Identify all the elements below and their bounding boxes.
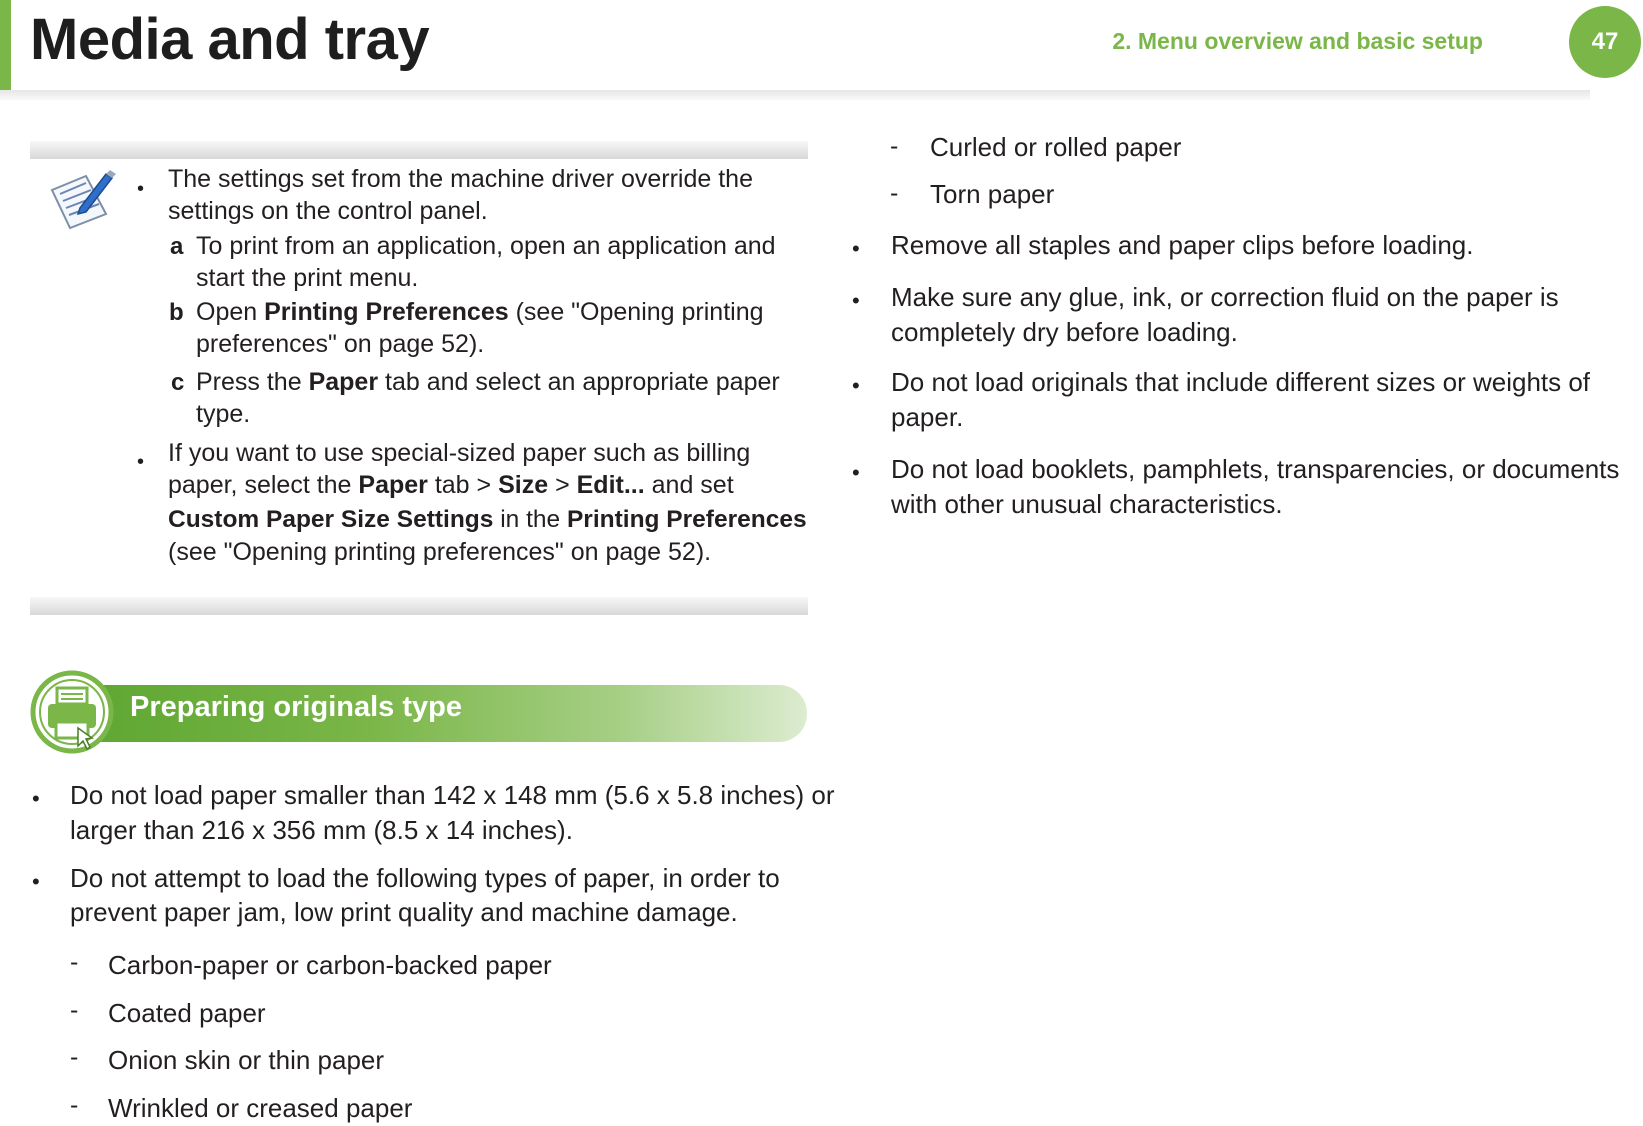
- list-dash: -: [70, 996, 79, 1024]
- note-bullet-2-text-cont2: Custom Paper Size Settings in the Printing Preferences: [168, 506, 807, 533]
- note-top-border: [30, 141, 808, 159]
- note-bullet-2-text-cont3: (see "Opening printing preferences" on page 52).: [168, 538, 712, 566]
- step-c-text: Press the Paper tab and select an appropriate paper: [196, 368, 780, 396]
- page-number-badge: [1569, 6, 1641, 78]
- step-b-letter: b: [169, 299, 184, 326]
- header-accent-bar: [0, 0, 11, 90]
- list-item-dry: Make sure any glue, ink, or correction fluid on the paper is: [891, 282, 1559, 312]
- list-bullet: •: [852, 373, 860, 398]
- list-dash: -: [890, 132, 899, 160]
- step-c-letter: c: [171, 369, 185, 396]
- list-item-staples: Remove all staples and paper clips before loading.: [891, 230, 1474, 260]
- note-bullet-2-text-cont: paper, select the Paper tab > Size > Edit... and set: [168, 471, 734, 499]
- list-item-min-size-cont: larger than 216 x 356 mm (8.5 x 14 inches).: [70, 815, 573, 845]
- note-bottom-border: [30, 597, 808, 615]
- note-bullet-1-text: The settings set from the machine driver override the: [168, 165, 753, 193]
- list-dash: -: [70, 948, 79, 976]
- sub-item-coated: Coated paper: [108, 998, 266, 1028]
- header-divider: [0, 90, 1590, 100]
- list-dash: -: [890, 179, 899, 207]
- step-b-text-cont: preferences" on page 52).: [196, 330, 485, 358]
- note-bullet-2: •: [137, 451, 145, 473]
- sub-item-torn: Torn paper: [930, 179, 1055, 209]
- printer-icon: [30, 670, 114, 754]
- step-a-text: To print from an application, open an application and: [196, 232, 776, 260]
- printing-preferences-term: Printing Preferences: [264, 298, 509, 326]
- note-pencil-icon: [46, 168, 118, 234]
- list-dash: -: [70, 1043, 79, 1071]
- paper-tab-term: Paper: [308, 368, 379, 396]
- list-bullet: •: [32, 786, 40, 811]
- sub-item-onion: Onion skin or thin paper: [108, 1045, 385, 1075]
- chapter-link[interactable]: 2. Menu overview and basic setup: [1112, 28, 1483, 54]
- list-bullet: •: [32, 869, 40, 894]
- list-item-avoid-types: Do not attempt to load the following types of paper, in order to: [70, 863, 780, 893]
- list-bullet: •: [852, 460, 860, 485]
- list-item-dry-cont: completely dry before loading.: [891, 317, 1238, 347]
- list-item-mixed-sizes-cont: paper.: [891, 402, 964, 432]
- list-item-avoid-types-cont: prevent paper jam, low print quality and machine damage.: [70, 897, 738, 927]
- list-item-mixed-sizes: Do not load originals that include different sizes or weights of: [891, 367, 1591, 397]
- note-bullet-2-text: If you want to use special-sized paper such as billing: [168, 439, 751, 467]
- list-bullet: •: [852, 236, 860, 261]
- list-item-booklets: Do not load booklets, pamphlets, transparencies, or documents: [891, 454, 1620, 484]
- page-number: 47: [1591, 28, 1619, 55]
- sub-item-carbon: Carbon-paper or carbon-backed paper: [108, 950, 552, 980]
- step-a-text-cont: start the print menu.: [196, 264, 419, 292]
- list-dash: -: [70, 1091, 79, 1119]
- step-a-letter: a: [170, 233, 184, 260]
- list-item-booklets-cont: with other unusual characteristics.: [891, 489, 1283, 519]
- note-bullet-1-text-cont: settings on the control panel.: [168, 197, 488, 225]
- section-title: Preparing originals type: [130, 691, 462, 723]
- list-bullet: •: [852, 288, 860, 313]
- page-title: Media and tray: [30, 7, 430, 72]
- note-bullet-1: •: [137, 178, 145, 200]
- sub-item-curled: Curled or rolled paper: [930, 132, 1182, 162]
- step-c-text-cont: type.: [196, 400, 251, 428]
- sub-item-wrinkled: Wrinkled or creased paper: [108, 1093, 413, 1123]
- step-b-text: Open Printing Preferences (see "Opening printing: [196, 298, 764, 326]
- list-item-min-size: Do not load paper smaller than 142 x 148 mm (5.6 x 5.8 inches) or: [70, 780, 835, 810]
